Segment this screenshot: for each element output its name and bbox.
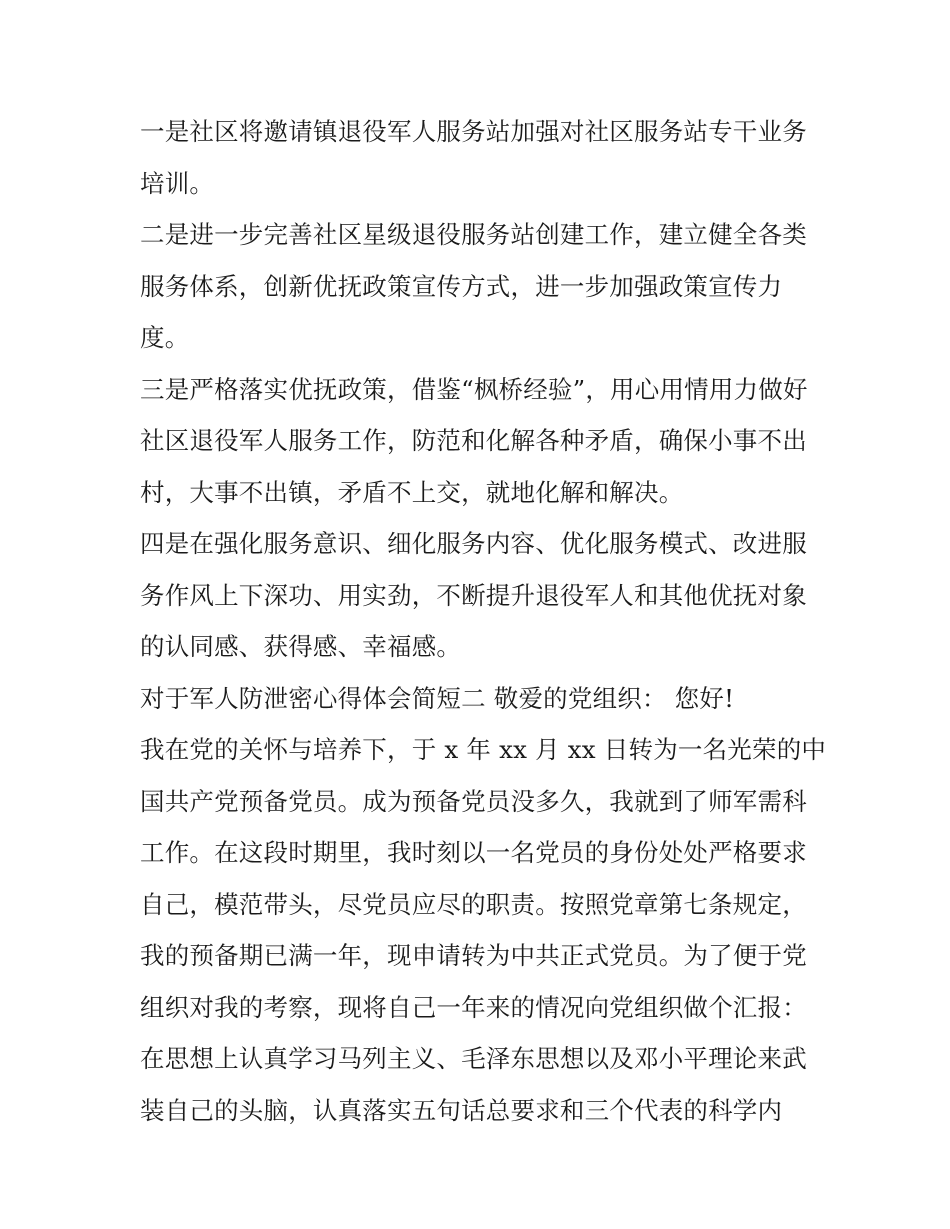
text-line: 社区退役军人服务工作，防范和化解各种矛盾，确保小事不出 <box>140 426 807 455</box>
text-line: 三是严格落实优抚政策，借鉴“枫桥经验”，用心用情用力做好 <box>140 374 808 404</box>
text-line: 村，大事不出镇，矛盾不上交，就地化解和解决。 <box>140 477 684 507</box>
text-line: 务作风上下深功、用实劲，不断提升退役军人和其他优抚对象 <box>140 580 807 610</box>
text-line: 我在党的关怀与培养下，于 x 年 xx 月 xx 日转为一名光荣的中 <box>140 735 827 764</box>
text-line: 度。 <box>140 323 190 352</box>
section-heading-line: 对于军人防泄密心得体会简短二 敬爱的党组织： 您好! <box>140 683 735 713</box>
text-line: 工作。在这段时期里，我时刻以一名党员的身份处处严格要求 <box>140 838 807 867</box>
text-line: 在思想上认真学习马列主义、毛泽东思想以及邓小平理论来武 <box>140 1044 807 1073</box>
text-line: 二是进一步完善社区星级退役服务站创建工作，建立健全各类 <box>140 220 807 249</box>
text-line: 服务体系，创新优抚政策宣传方式，进一步加强政策宣传力 <box>140 271 783 301</box>
text-line: 培训。 <box>140 168 215 198</box>
text-line: 一是社区将邀请镇退役军人服务站加强对社区服务站专干业务 <box>140 117 807 146</box>
text-line: 组织对我的考察，现将自己一年来的情况向党组织做个汇报： <box>140 992 807 1022</box>
text-line: 装自己的头脑，认真落实五句话总要求和三个代表的科学内 <box>140 1095 783 1125</box>
text-line: 四是在强化服务意识、细化服务内容、优化服务模式、改进服 <box>140 529 807 558</box>
text-line: 的认同感、获得感、幸福感。 <box>140 632 462 661</box>
text-line: 自己，模范带头，尽党员应尽的职责。按照党章第七条规定， <box>140 889 807 919</box>
text-line: 国共产党预备党员。成为预备党员没多久，我就到了师军需科 <box>140 786 807 816</box>
document-body <box>140 106 830 1136</box>
text-line: 我的预备期已满一年，现申请转为中共正式党员。为了便于党 <box>140 941 807 970</box>
